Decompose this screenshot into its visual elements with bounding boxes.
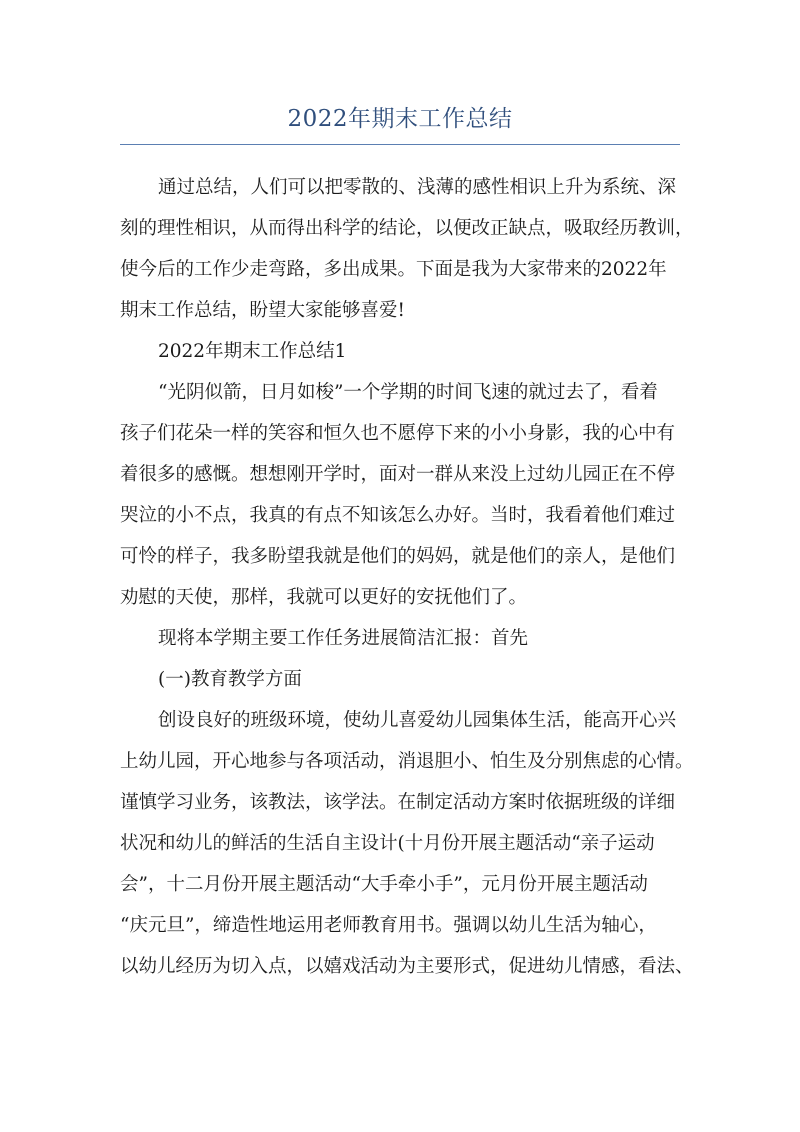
text-line: 孩子们花朵一样的笑容和恒久也不愿停下来的小小身影，我的心中有 [120,423,676,444]
text-line: 可怜的样子，我多盼望我就是他们的妈妈，就是他们的亲人，是他们 [120,546,676,567]
text-line: 使今后的工作少走弯路，多出成果。下面是我为大家带来的2022年 [120,259,667,280]
text-line: 通过总结，人们可以把零散的、浅薄的感性相识上升为系统、深 [158,177,677,198]
document-title: 2022年期末工作总结 [287,106,513,132]
document-body [120,167,692,987]
text-line: “庆元旦”，缔造性地运用老师教育用书。强调以幼儿生活为轴心， [120,915,657,936]
text-line: 创设良好的班级环境，使幼儿喜爱幼儿园集体生活，能高开心兴 [158,710,677,731]
text-line: 会”，十二月份开展主题活动“大手牵小手”，元月份开展主题活动 [120,874,648,895]
title-divider [120,144,680,145]
text-line: 刻的理性相识，从而得出科学的结论，以便改正缺点，吸取经历教训， [120,218,694,239]
text-line: 以幼儿经历为切入点，以嬉戏活动为主要形式，促进幼儿情感，看法、 [120,956,694,977]
text-line: 状况和幼儿的鲜活的生活自主设计(十月份开展主题活动“亲子运动 [120,833,655,854]
text-line: 着很多的感慨。想想刚开学时，面对一群从来没上过幼儿园正在不停 [120,464,676,485]
text-line: 哭泣的小不点，我真的有点不知该怎么办好。当时，我看着他们难过 [120,505,676,526]
text-line: “光阴似箭，日月如梭”一个学期的时间飞速的就过去了，看着 [158,382,658,403]
text-line: 上幼儿园，开心地参与各项活动，消退胆小、怕生及分别焦虑的心情。 [120,751,694,772]
text-line: 劝慰的天使，那样，我就可以更好的安抚他们了。 [120,587,528,608]
subsection-heading: (一)教育教学方面 [158,669,302,690]
text-line: 期末工作总结，盼望大家能够喜爱! [120,300,405,321]
text-line: 现将本学期主要工作任务进展简洁汇报：首先 [158,628,529,649]
section-heading: 2022年期末工作总结1 [158,341,347,362]
text-line: 谨慎学习业务，该教法，该学法。在制定活动方案时依据班级的详细 [120,792,676,813]
